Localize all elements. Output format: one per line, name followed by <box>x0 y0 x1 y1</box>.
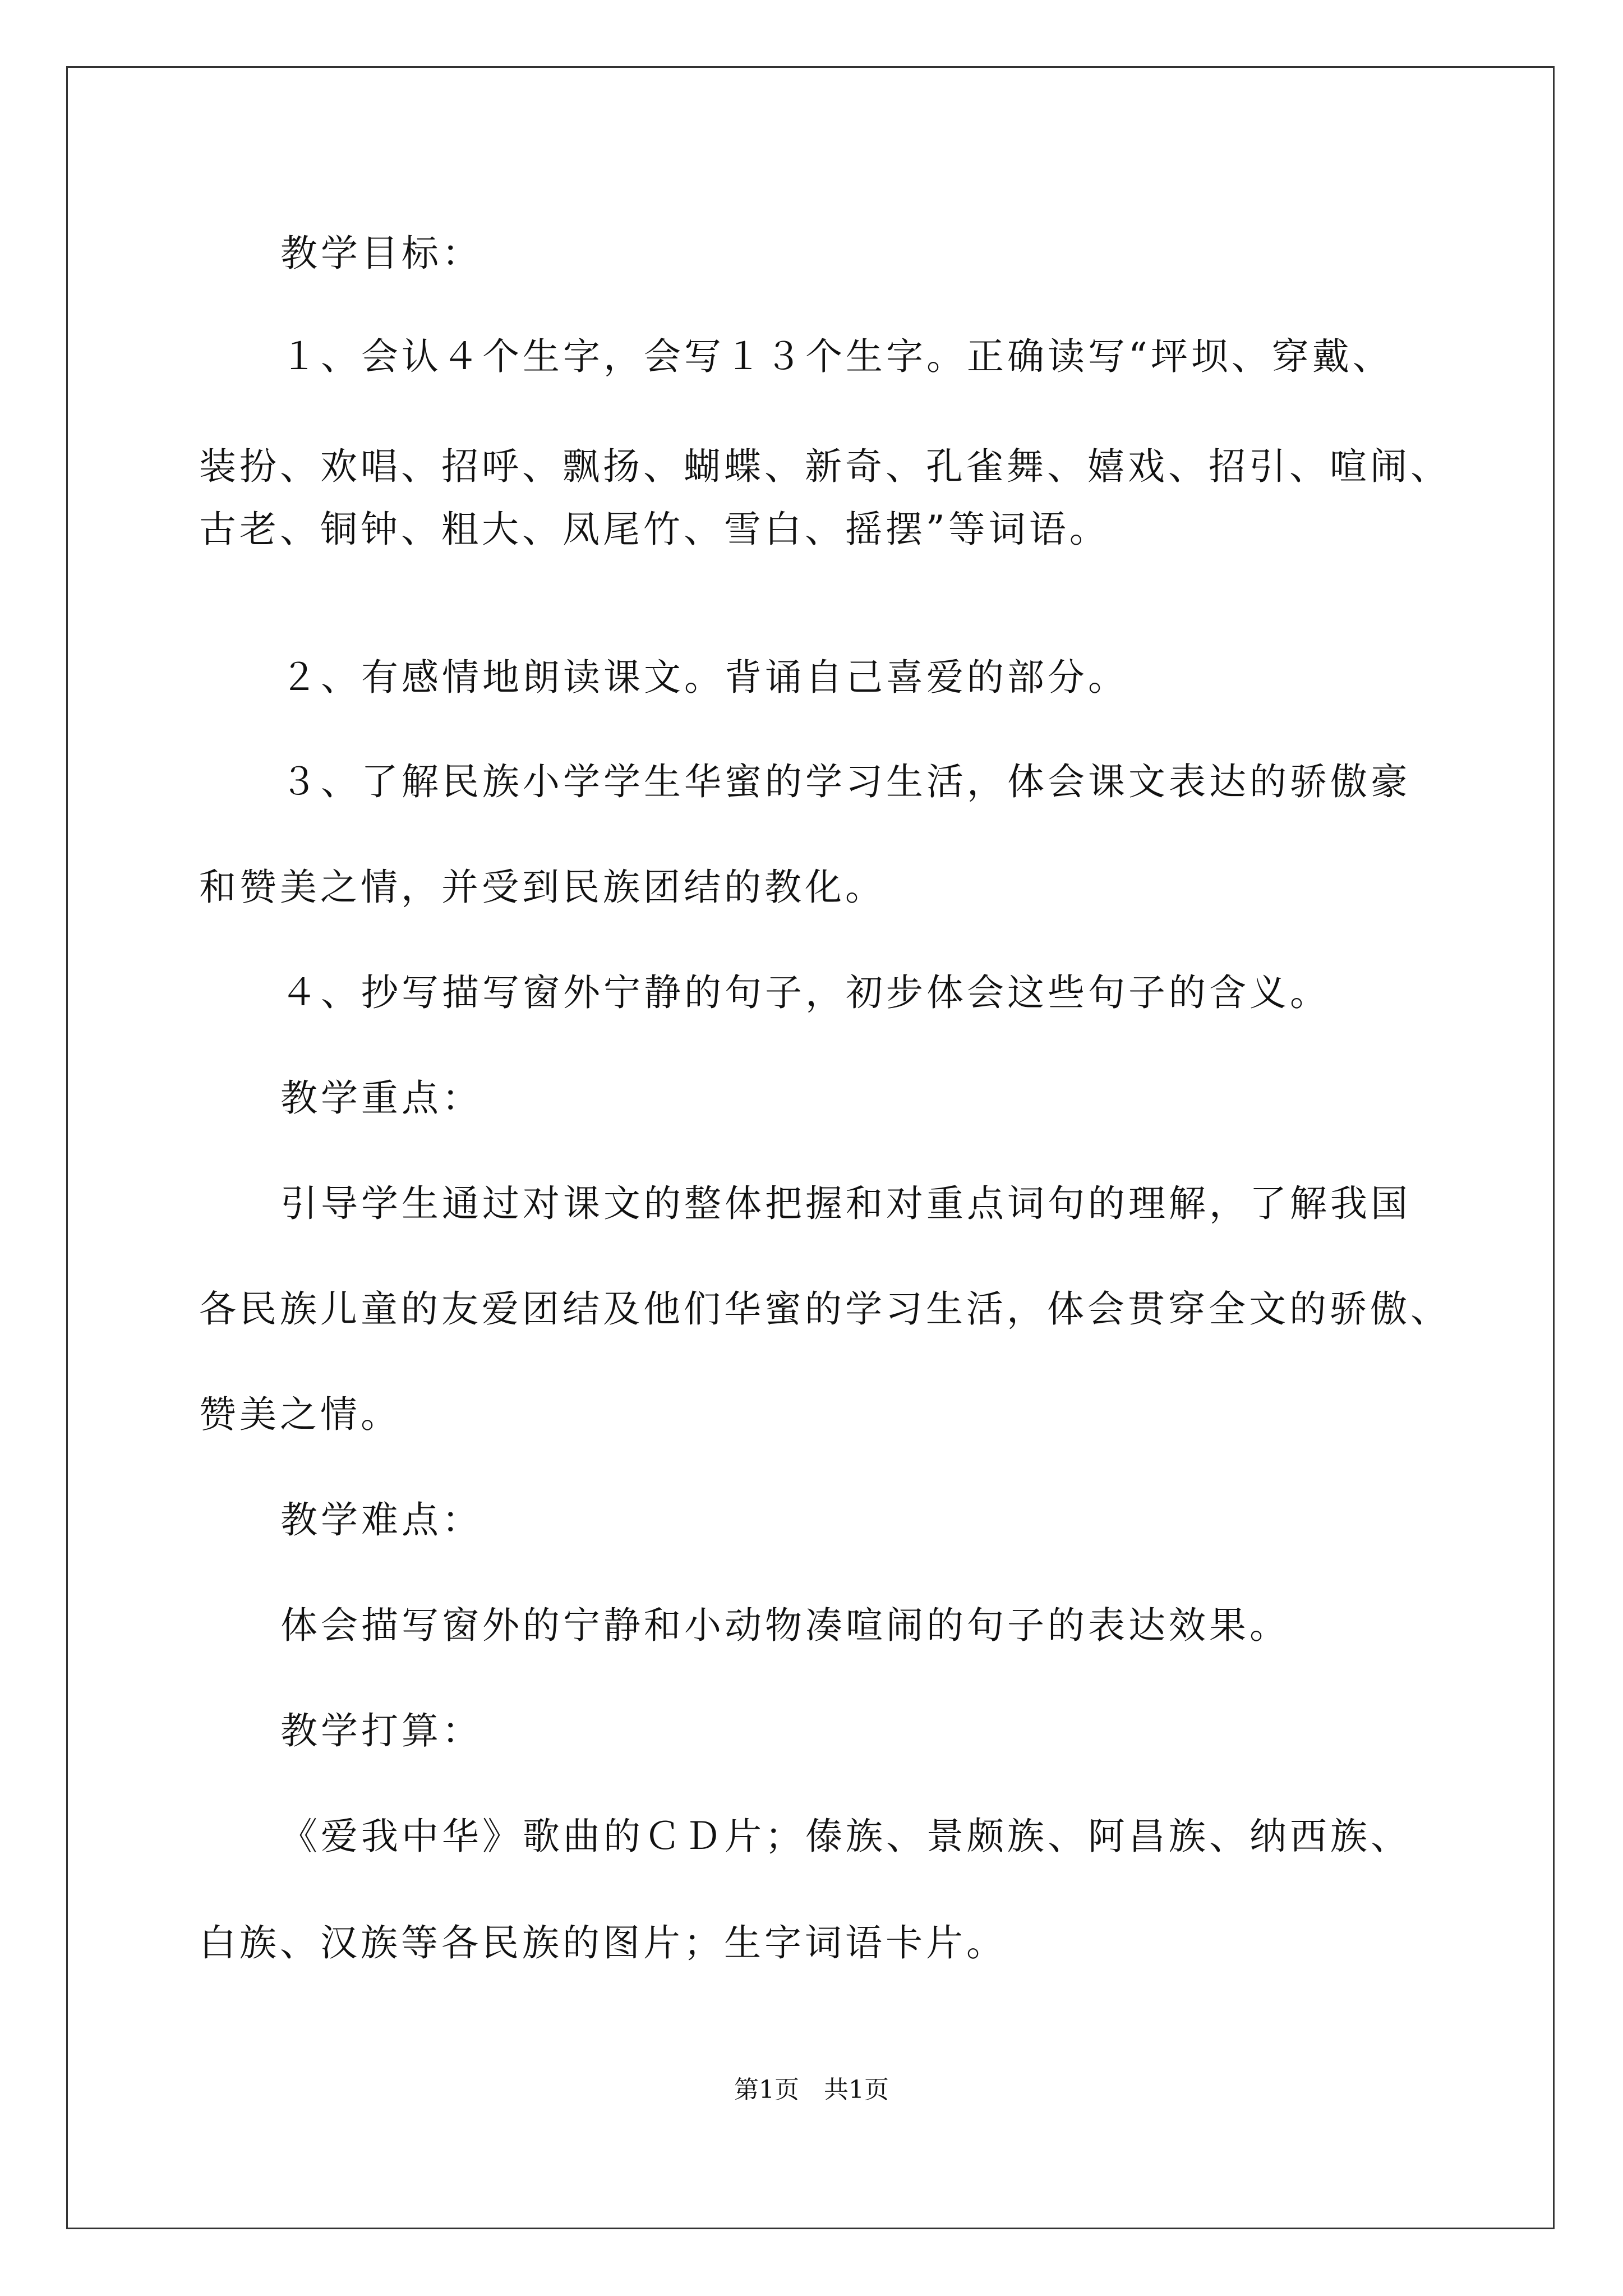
goal-1-line-2: 装扮、欢唱、招呼、飘扬、蝴蝶、新奇、孔雀舞、嬉戏、招引、喧闹、 <box>199 445 1451 488</box>
goal-3-line-1: ３、了解民族小学学生华蜜的学习生活，体会课文表达的骄傲豪 <box>280 760 1411 803</box>
preparation-line-2: 白族、汉族等各民族的图片；生字词语卡片。 <box>199 1921 1007 1964</box>
key-points-line-3: 赞美之情。 <box>199 1393 401 1436</box>
goal-3-line-2: 和赞美之情，并受到民族团结的教化。 <box>199 866 886 909</box>
page-border <box>66 66 1555 2229</box>
heading-key-points: 教学重点： <box>280 1076 482 1120</box>
key-points-line-2: 各民族儿童的友爱团结及他们华蜜的学习生活，体会贯穿全文的骄傲、 <box>199 1287 1451 1331</box>
difficulties-text: 体会描写窗外的宁静和小动物凑喧闹的句子的表达效果。 <box>280 1604 1290 1647</box>
page-footer: 第1页 共1页 <box>734 2076 889 2104</box>
key-points-line-1: 引导学生通过对课文的整体把握和对重点词句的理解，了解我国 <box>280 1182 1411 1225</box>
goal-1-line-1: １、会认４个生字，会写１３个生字。正确读写“坪坝、穿戴、 <box>280 335 1393 378</box>
goal-4: ４、抄写描写窗外宁静的句子，初步体会这些句子的含义。 <box>280 971 1330 1014</box>
heading-preparation: 教学打算： <box>280 1709 482 1752</box>
heading-teaching-goals: 教学目标： <box>280 232 482 275</box>
goal-1-line-3: 古老、铜钟、粗大、凤尾竹、雪白、摇摆”等词语。 <box>199 508 1110 551</box>
heading-difficulties: 教学难点： <box>280 1498 482 1542</box>
preparation-line-1: 《爱我中华》歌曲的ＣＤ片；傣族、景颇族、阿昌族、纳西族、 <box>280 1815 1411 1858</box>
goal-2: ２、有感情地朗读课文。背诵自己喜爱的部分。 <box>280 656 1128 699</box>
